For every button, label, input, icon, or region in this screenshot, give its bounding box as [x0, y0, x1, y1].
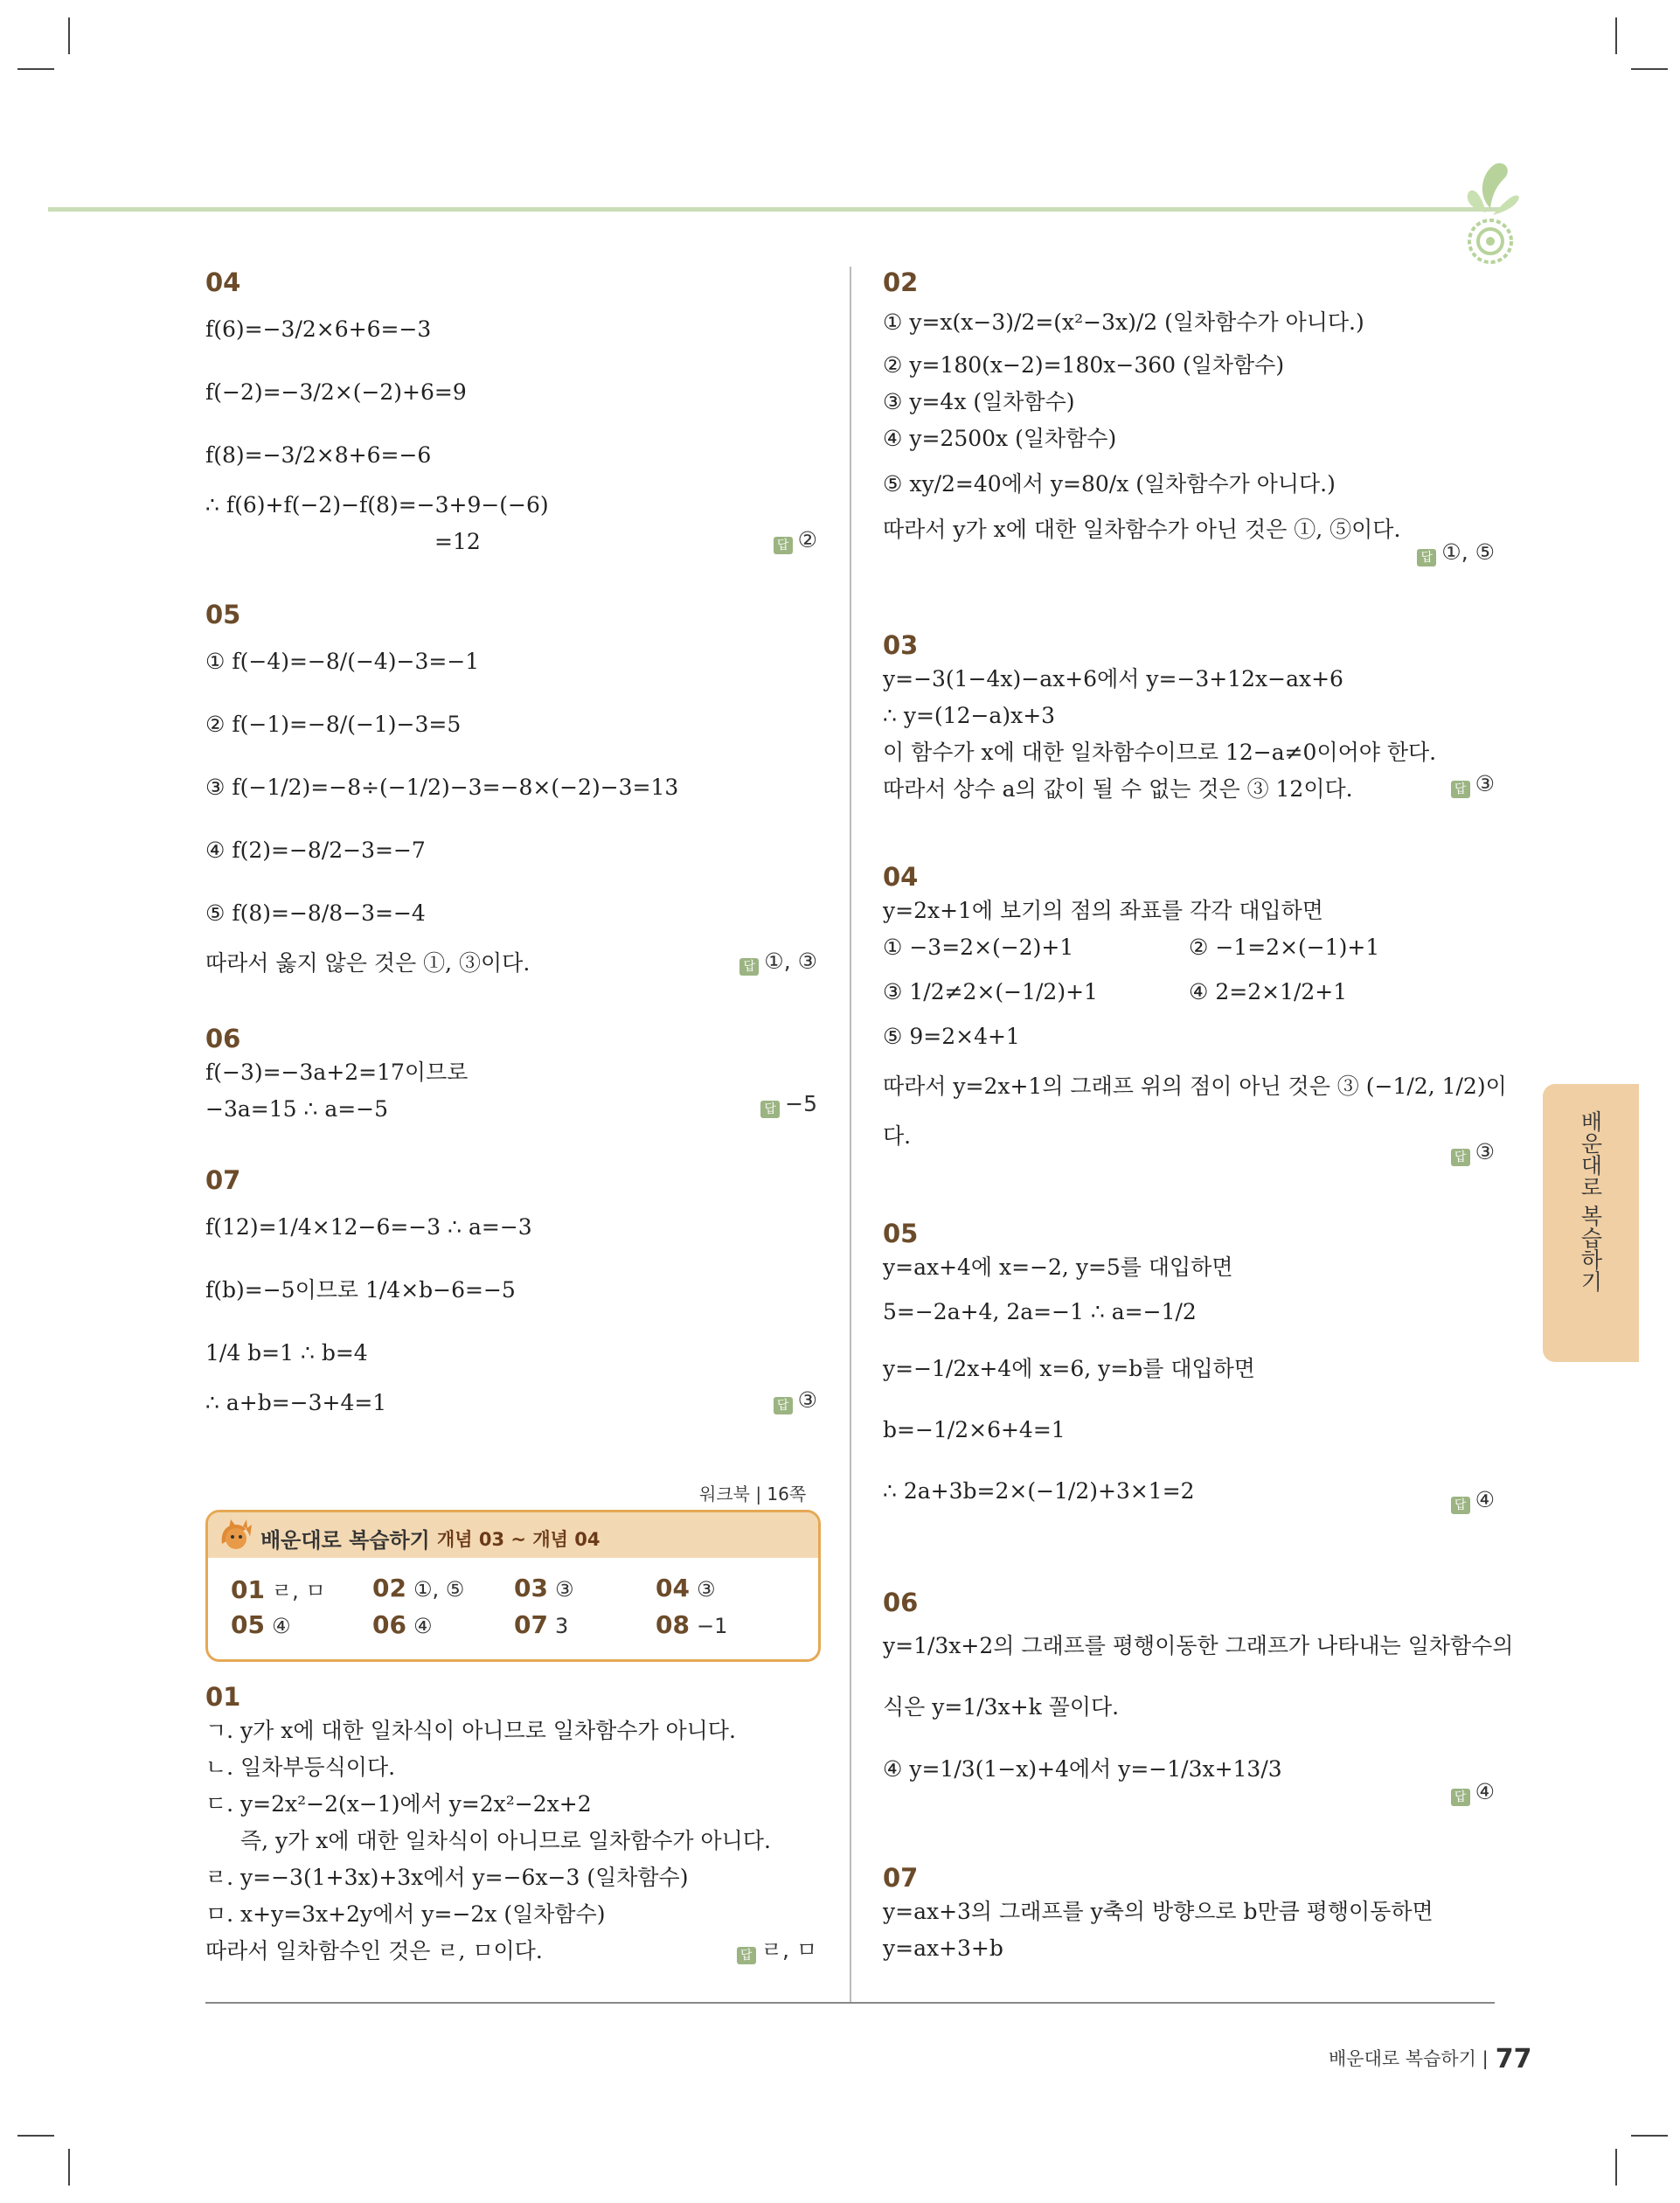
solution-line: =12 — [434, 529, 481, 554]
answer-badge-icon: 답 — [1417, 549, 1436, 566]
solution-line: ∴ a+b=−3+4=1 — [205, 1390, 387, 1415]
solution-line: ① y=x(x−3)/2=(x²−3x)/2 (일차함수가 아니다.) — [883, 309, 1364, 335]
crop-mark — [68, 17, 70, 54]
solution-line: ① −3=2×(−2)+1 ② −1=2×(−1)+1 — [883, 935, 1380, 960]
solution-line: 즉, y가 x에 대한 일차식이 아니므로 일차함수가 아니다. — [240, 1828, 771, 1853]
solution-line: 따라서 상수 a의 값이 될 수 없는 것은 ③ 12이다. — [883, 776, 1353, 802]
problem-number: 04 — [883, 862, 919, 892]
problem-04 — [883, 861, 1507, 1164]
crop-mark — [17, 68, 54, 70]
solution-line: ㅁ. x+y=3x+2y에서 y=−2x (일차함수) — [205, 1901, 606, 1927]
answer: 답 ② — [774, 527, 817, 554]
answer: 답 ④ — [1451, 1779, 1495, 1806]
review-title: 배운대로 복습하기 — [260, 1528, 430, 1553]
solution-line: 1/4 b=1 ∴ b=4 — [205, 1340, 368, 1366]
solution-line: f(−3)=−3a+2=17이므로 — [205, 1060, 469, 1085]
answer-badge-icon: 답 — [1451, 1497, 1470, 1514]
answer: 답 ①, ⑤ — [1417, 539, 1495, 566]
solution-line: y=ax+4에 x=−2, y=5를 대입하면 — [883, 1254, 1233, 1280]
problem-number: 05 — [883, 1219, 919, 1248]
solution-line: ㄴ. 일차부등식이다. — [205, 1755, 396, 1780]
problem-06 — [205, 1023, 817, 1128]
solution-line: f(12)=1/4×12−6=−3 ∴ a=−3 — [205, 1214, 532, 1240]
problem-number: 04 — [205, 268, 241, 297]
crop-mark — [68, 2149, 70, 2186]
solution-line: ④ y=2500x (일차함수) — [883, 426, 1117, 451]
problem-05 — [205, 599, 817, 982]
answer-badge-icon: 답 — [774, 537, 793, 554]
review-item: 04 ③ — [656, 1574, 716, 1602]
review-answer-box — [205, 1510, 821, 1662]
solution-line: f(8)=−3/2×8+6=−6 — [205, 442, 432, 468]
solution-line: ② y=180(x−2)=180x−360 (일차함수) — [883, 352, 1285, 378]
answer: 답 ㄹ, ㅁ — [737, 1933, 817, 1964]
crop-mark — [1631, 68, 1668, 70]
solution-line: y=ax+3의 그래프를 y축의 방향으로 b만큼 평행이동하면 — [883, 1899, 1434, 1924]
answer-badge-icon: 답 — [774, 1397, 793, 1414]
review-item: 07 3 — [514, 1610, 569, 1639]
solution-line: f(6)=−3/2×6+6=−3 — [205, 316, 432, 342]
page-number: 77 — [1495, 2044, 1532, 2074]
review-item: 05 ④ — [231, 1610, 291, 1639]
solution-line: f(−2)=−3/2×(−2)+6=9 — [205, 379, 467, 405]
problem-number: 07 — [883, 1863, 919, 1893]
solution-line: 따라서 y가 x에 대한 일차함수가 아닌 것은 ①, ⑤이다. — [883, 517, 1401, 542]
solution-line: ④ f(2)=−8/2−3=−7 — [205, 837, 426, 863]
problem-number: 02 — [883, 268, 919, 297]
solution-line: 따라서 옳지 않은 것은 ①, ③이다. — [205, 950, 531, 976]
crop-mark — [1615, 17, 1617, 54]
side-tab-label: 배운대로 복습하기 — [1578, 1110, 1603, 1292]
problem-04 — [205, 267, 817, 560]
problem-07 — [883, 1862, 1495, 1967]
review-item: 03 ③ — [514, 1574, 574, 1602]
problem-07 — [205, 1164, 817, 1421]
solution-line: 따라서 y=2x+1의 그래프 위의 점이 아닌 것은 ③ (−1/2, 1/2)이 — [883, 1074, 1507, 1099]
problem-05 — [883, 1218, 1495, 1522]
solution-line: ∴ 2a+3b=2×(−1/2)+3×1=2 — [883, 1478, 1195, 1504]
solution-line: 5=−2a+4, 2a=−1 ∴ a=−1/2 — [883, 1299, 1197, 1324]
answer: 답 ①, ③ — [739, 949, 817, 976]
solution-line: 따라서 일차함수인 것은 ㄹ, ㅁ이다. — [205, 1938, 543, 1963]
answer: 답 ③ — [1451, 771, 1495, 798]
answer: 답 ④ — [1451, 1487, 1495, 1514]
answer-badge-icon: 답 — [1451, 1149, 1470, 1166]
header-rule — [48, 207, 1503, 212]
problem-number: 06 — [205, 1024, 241, 1053]
solution-line: y=2x+1에 보기의 점의 좌표를 각각 대입하면 — [883, 898, 1323, 923]
answer-badge-icon: 답 — [1451, 1789, 1470, 1806]
problem-02 — [883, 267, 1495, 565]
solution-line: −3a=15 ∴ a=−5 — [205, 1096, 389, 1122]
problem-06 — [883, 1587, 1514, 1804]
solution-line: ㄱ. y가 x에 대한 일차식이 아니므로 일차함수가 아니다. — [205, 1718, 736, 1743]
column-divider — [850, 267, 851, 2002]
solution-line: ⑤ xy/2=40에서 y=80/x (일차함수가 아니다.) — [883, 471, 1336, 497]
solution-line: ∴ y=(12−a)x+3 — [883, 703, 1056, 728]
problem-number: 07 — [205, 1165, 241, 1195]
answer: 답 ③ — [1451, 1139, 1495, 1166]
review-item: 01 ㄹ, ㅁ — [231, 1575, 326, 1604]
solution-line: ② f(−1)=−8/(−1)−3=5 — [205, 712, 462, 737]
solution-line: ③ y=4x (일차함수) — [883, 389, 1075, 414]
review-item: 02 ①, ⑤ — [372, 1574, 465, 1602]
solution-line: y=−3(1−4x)−ax+6에서 y=−3+12x−ax+6 — [883, 666, 1343, 691]
solution-line: ㄷ. y=2x²−2(x−1)에서 y=2x²−2x+2 — [205, 1791, 592, 1817]
problem-number: 06 — [883, 1588, 919, 1617]
review-range: 개념 03 ~ 개념 04 — [437, 1529, 600, 1550]
answer-badge-icon: 답 — [760, 1101, 780, 1118]
footer-label: 배운대로 복습하기 | — [1329, 2048, 1489, 2069]
solution-line: y=ax+3+b — [883, 1935, 1003, 1961]
solution-line: ⑤ 9=2×4+1 — [883, 1024, 1020, 1049]
problem-01 — [205, 1681, 817, 1970]
answer-badge-icon: 답 — [1451, 781, 1470, 798]
solution-line: y=−1/2x+4에 x=6, y=b를 대입하면 — [883, 1356, 1255, 1381]
crop-mark — [17, 2135, 54, 2137]
review-header — [208, 1512, 818, 1558]
crop-mark — [1615, 2149, 1617, 2186]
fox-mascot-icon — [217, 1518, 255, 1553]
plant-ornament-icon — [1451, 147, 1530, 269]
answer-badge-icon: 답 — [737, 1947, 756, 1964]
answer: 답 ③ — [774, 1387, 817, 1414]
solution-line: ③ 1/2≠2×(−1/2)+1 ④ 2=2×1/2+1 — [883, 979, 1348, 1004]
problem-03 — [883, 629, 1495, 808]
problem-number: 01 — [205, 1682, 241, 1712]
solution-line: ⑤ f(8)=−8/8−3=−4 — [205, 900, 426, 926]
solution-line: ③ f(−1/2)=−8÷(−1/2)−3=−8×(−2)−3=13 — [205, 775, 679, 800]
answer-badge-icon: 답 — [739, 958, 759, 976]
answer: 답 −5 — [760, 1091, 817, 1118]
problem-number: 05 — [205, 600, 241, 629]
solution-line: 다. — [883, 1123, 912, 1149]
bottom-rule — [205, 2002, 1495, 2004]
solution-line: ∴ f(6)+f(−2)−f(8)=−3+9−(−6) — [205, 492, 549, 518]
page-footer — [1329, 2044, 1531, 2074]
solution-line: f(b)=−5이므로 1/4×b−6=−5 — [205, 1277, 516, 1303]
side-tab — [1543, 1084, 1639, 1362]
workbook-reference: 워크북 | 16쪽 — [699, 1484, 807, 1505]
solution-line: ① f(−4)=−8/(−4)−3=−1 — [205, 649, 480, 674]
review-item: 06 ④ — [372, 1610, 433, 1639]
solution-line: ㄹ. y=−3(1+3x)+3x에서 y=−6x−3 (일차함수) — [205, 1865, 689, 1890]
solution-line: y=1/3x+2의 그래프를 평행이동한 그래프가 나타내는 일차함수의 — [883, 1633, 1514, 1658]
review-item: 08 −1 — [656, 1610, 728, 1639]
problem-number: 03 — [883, 630, 919, 660]
solution-line: b=−1/2×6+4=1 — [883, 1417, 1066, 1442]
solution-line: 이 함수가 x에 대한 일차함수이므로 12−a≠0이어야 한다. — [883, 740, 1437, 765]
solution-line: ④ y=1/3(1−x)+4에서 y=−1/3x+13/3 — [883, 1756, 1282, 1782]
crop-mark — [1631, 2135, 1668, 2137]
solution-line: 식은 y=1/3x+k 꼴이다. — [883, 1694, 1120, 1720]
